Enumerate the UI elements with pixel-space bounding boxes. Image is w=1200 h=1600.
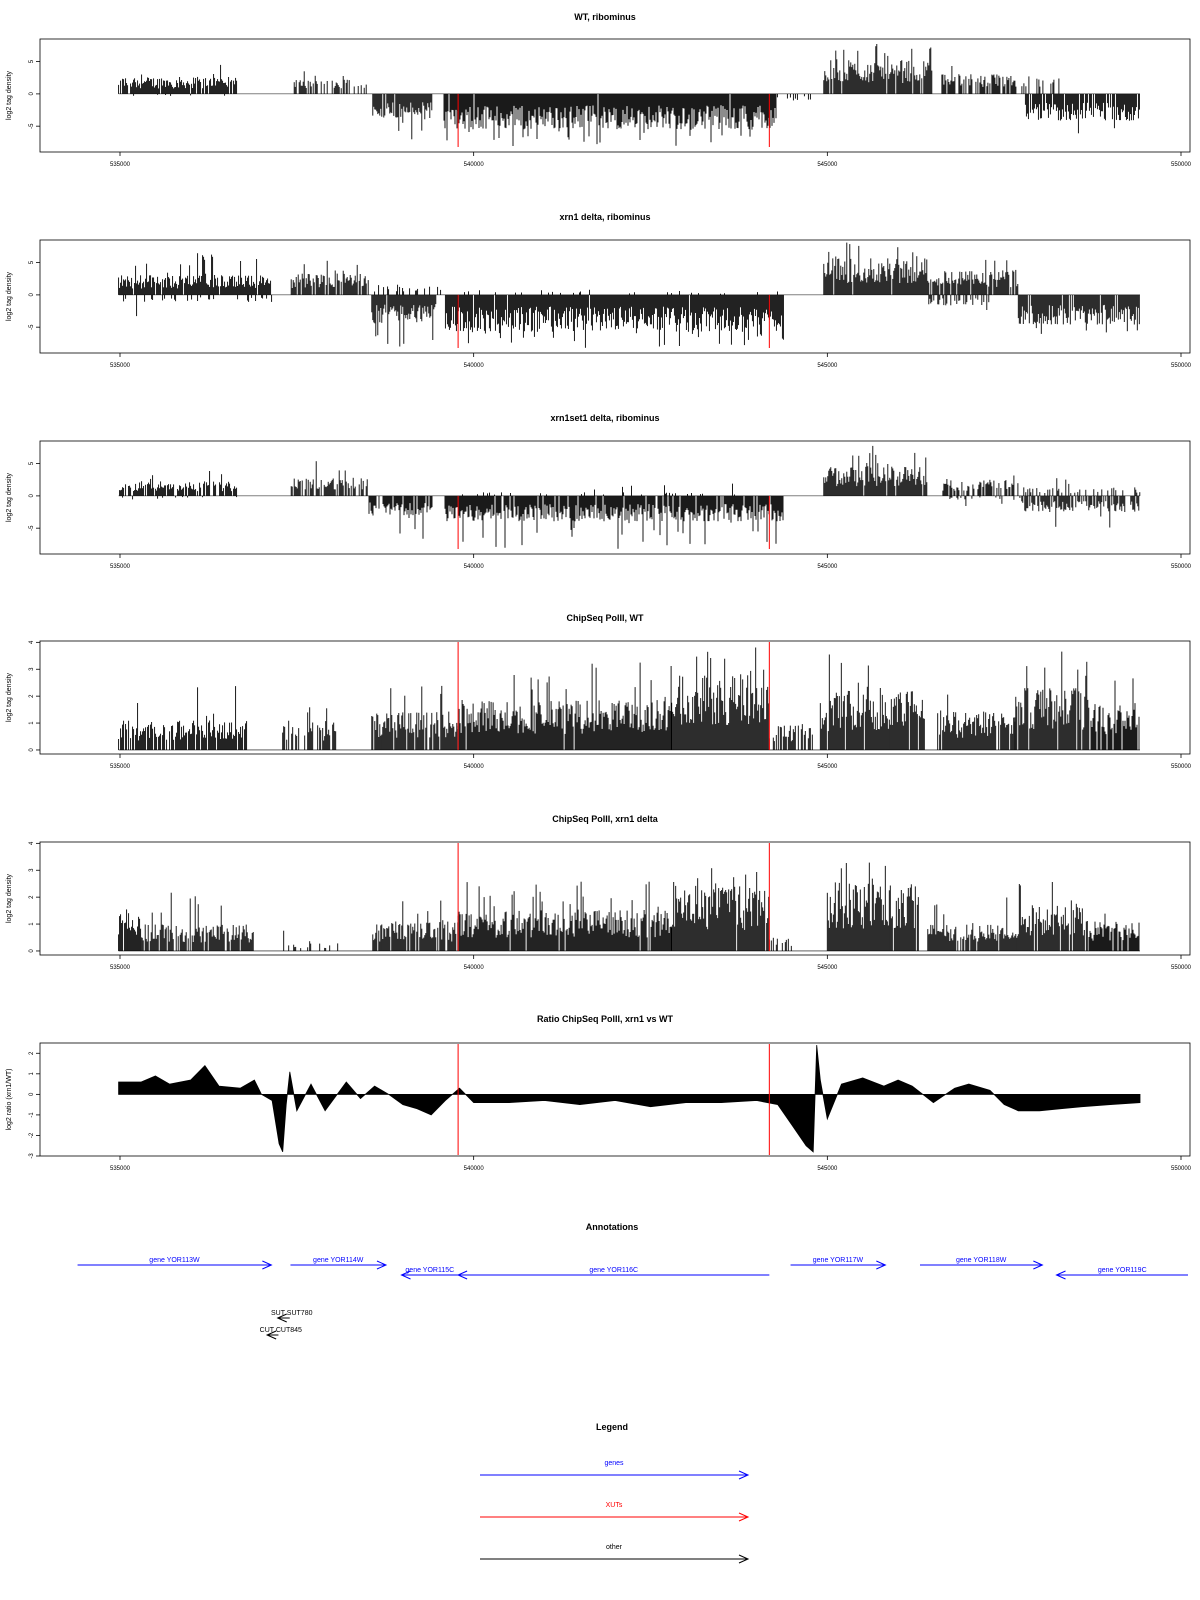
x-tick-label: 550000 <box>1170 162 1192 168</box>
legend-arrow <box>480 1471 748 1479</box>
x-tick-label: 535000 <box>109 764 131 770</box>
data-segment-2 <box>141 893 253 951</box>
data-segment-7 <box>769 938 791 951</box>
chart-panel-1 <box>6 12 1192 168</box>
legend-arrow <box>480 1513 748 1521</box>
x-tick-label: 535000 <box>109 965 131 971</box>
chart-panel-6 <box>6 1014 1192 1172</box>
data-layer <box>119 44 1140 146</box>
x-tick-label: 545000 <box>817 162 838 168</box>
data-segment-10 <box>1022 496 1139 528</box>
y-tick-label: 3 <box>29 667 35 671</box>
data-segment-7 <box>824 44 932 94</box>
ratio-area <box>119 1045 1140 1152</box>
legend-item-xuts <box>480 1502 748 1521</box>
y-tick-label: 1 <box>29 1072 35 1076</box>
data-segment-4 <box>458 663 671 750</box>
gene-annotation-1 <box>78 1257 272 1269</box>
x-tick-label: 540000 <box>463 564 484 570</box>
chart-title: ChipSeq PolII, xrn1 delta <box>552 814 658 824</box>
legend-arrow <box>480 1555 748 1563</box>
data-segment-9 <box>928 898 1018 952</box>
chart-title: xrn1 delta, ribominus <box>559 212 651 222</box>
legend-item-other <box>480 1544 748 1563</box>
data-segment-10 <box>929 295 989 310</box>
data-segment-8 <box>824 243 927 295</box>
x-tick-label: 545000 <box>817 965 838 971</box>
data-segment-8 <box>943 476 1018 496</box>
data-segment-5 <box>444 94 776 146</box>
other-label: SUT SUT780 <box>270 1310 313 1317</box>
y-tick-label: 4 <box>29 841 35 846</box>
data-segment-1 <box>119 65 237 94</box>
data-segment-3 <box>294 71 366 94</box>
y-tick-label: 0 <box>29 748 35 752</box>
y-axis-label: log2 ratio (xrn1/WT) <box>6 1068 13 1131</box>
data-layer <box>119 243 1140 348</box>
gene-label: gene YOR113W <box>149 1257 200 1264</box>
data-segment-6 <box>769 724 812 750</box>
data-segment-4 <box>372 295 436 347</box>
x-tick-label: 545000 <box>817 564 838 570</box>
x-tick-label: 540000 <box>463 162 484 168</box>
y-axis-label: log2 tag density <box>6 271 13 322</box>
data-layer <box>119 446 1140 549</box>
data-segment-1 <box>119 686 247 750</box>
data-segment-4 <box>373 901 458 951</box>
x-tick-label: 535000 <box>109 1166 131 1172</box>
data-segment-5 <box>458 882 671 951</box>
data-segment-1 <box>120 471 237 496</box>
data-segment-3 <box>372 686 458 750</box>
data-segment-3 <box>291 461 367 496</box>
data-segment-11 <box>1018 295 1139 334</box>
chart-title: xrn1set1 delta, ribominus <box>550 413 660 423</box>
data-segment-9 <box>928 260 1018 295</box>
y-axis-label: log2 tag density <box>6 472 13 523</box>
chart-panel-3 <box>6 413 1192 570</box>
data-layer <box>119 648 1140 751</box>
y-tick-label: 5 <box>29 59 35 64</box>
x-tick-label: 545000 <box>817 1166 838 1172</box>
y-tick-label: 2 <box>29 1051 35 1055</box>
y-tick-label: -5 <box>29 525 35 531</box>
chart-title: WT, ribominus <box>574 12 636 22</box>
data-layer <box>119 863 1140 951</box>
data-segment-5 <box>672 648 769 751</box>
y-tick-label: -3 <box>29 1153 35 1159</box>
x-tick-label: 540000 <box>463 1166 484 1172</box>
data-segment-2 <box>124 295 272 316</box>
x-tick-label: 550000 <box>1170 363 1192 369</box>
y-tick-label: 1 <box>29 721 35 725</box>
data-segment-6 <box>777 94 810 101</box>
gene-label: gene YOR116C <box>589 1267 639 1274</box>
data-segment-7 <box>465 290 778 295</box>
annotations-title: Annotations <box>585 1222 639 1232</box>
data-segment-3 <box>291 261 368 295</box>
chart-title: Ratio ChipSeq PolII, xrn1 vs WT <box>536 1014 674 1024</box>
legend-item-genes <box>480 1460 748 1479</box>
x-tick-label: 550000 <box>1170 564 1192 570</box>
data-segment-8 <box>827 863 918 951</box>
y-tick-label: 5 <box>29 260 35 265</box>
gene-annotation-4 <box>458 1267 769 1279</box>
gene-annotation-6 <box>920 1257 1042 1269</box>
data-segment-7 <box>824 446 927 496</box>
data-segment-11 <box>1024 478 1140 496</box>
data-segment-1 <box>119 909 141 951</box>
y-tick-label: 2 <box>29 895 35 899</box>
legend-title: Legend <box>595 1422 629 1432</box>
x-tick-label: 550000 <box>1170 1166 1192 1172</box>
data-segment-5 <box>375 285 441 295</box>
y-tick-label: 3 <box>29 868 35 872</box>
gene-annotation-2 <box>290 1257 385 1269</box>
gene-annotation-5 <box>791 1257 886 1269</box>
y-tick-label: -5 <box>29 123 35 129</box>
x-tick-label: 540000 <box>463 965 484 971</box>
data-segment-2 <box>123 496 237 500</box>
gene-label: gene YOR118W <box>956 1257 1007 1264</box>
x-tick-label: 535000 <box>109 564 131 570</box>
x-tick-label: 540000 <box>463 764 484 770</box>
data-segment-6 <box>463 484 735 496</box>
data-segment-9 <box>1022 76 1059 94</box>
y-tick-label: 0 <box>29 1092 35 1097</box>
chart-panel-5 <box>6 814 1192 971</box>
y-tick-label: 5 <box>29 461 35 466</box>
data-segment-10 <box>1091 678 1139 750</box>
data-segment-11 <box>1089 914 1139 951</box>
data-segment-10 <box>1018 882 1087 951</box>
legend-label: XUTs <box>605 1502 623 1509</box>
other-label: CUT CUT845 <box>259 1327 302 1334</box>
y-tick-label: 1 <box>29 922 35 926</box>
x-tick-label: 535000 <box>109 363 131 369</box>
legend-label: other <box>606 1544 622 1551</box>
data-segment-9 <box>950 496 1020 506</box>
y-tick-label: 0 <box>29 92 35 96</box>
data-segment-10 <box>1025 94 1139 133</box>
y-tick-label: 0 <box>29 949 35 953</box>
y-axis-label: log2 tag density <box>6 672 13 723</box>
y-tick-label: -2 <box>29 1132 35 1139</box>
data-segment-4 <box>373 94 432 139</box>
y-axis-label: log2 tag density <box>6 873 13 924</box>
data-segment-2 <box>134 94 225 96</box>
gene-label: gene YOR117W <box>812 1257 864 1264</box>
y-tick-label: -5 <box>29 324 35 330</box>
chart-title: ChipSeq PolII, WT <box>566 613 644 623</box>
x-tick-label: 550000 <box>1170 764 1192 770</box>
data-segment-2 <box>283 707 336 750</box>
y-tick-label: 0 <box>29 293 35 297</box>
x-tick-label: 540000 <box>463 363 484 369</box>
other-annotation-1 <box>271 1310 313 1322</box>
y-tick-label: 4 <box>29 640 35 645</box>
x-tick-label: 545000 <box>817 363 838 369</box>
data-layer <box>119 1045 1140 1152</box>
other-annotation-2 <box>260 1327 302 1339</box>
data-segment-8 <box>942 66 1016 94</box>
gene-label: gene YOR114W <box>313 1257 364 1264</box>
chart-panel-2 <box>6 212 1192 369</box>
gene-label: gene YOR119C <box>1097 1267 1147 1274</box>
data-segment-3 <box>284 931 338 951</box>
gene-annotation-3 <box>402 1267 459 1279</box>
annotations-panel <box>78 1222 1188 1339</box>
data-segment-6 <box>445 295 783 348</box>
data-segment-6 <box>672 868 769 951</box>
data-segment-1 <box>119 253 271 295</box>
y-tick-label: 0 <box>29 494 35 498</box>
data-segment-4 <box>369 496 432 539</box>
y-tick-label: -1 <box>29 1112 35 1118</box>
data-segment-7 <box>820 655 924 751</box>
legend-label: genes <box>604 1460 624 1467</box>
data-segment-9 <box>1015 652 1089 750</box>
x-tick-label: 550000 <box>1170 965 1192 971</box>
chart-panel-4 <box>6 613 1192 770</box>
gene-label: gene YOR115C <box>405 1267 455 1274</box>
legend-panel <box>480 1422 748 1563</box>
y-tick-label: 2 <box>29 694 35 698</box>
gene-annotation-7 <box>1057 1267 1188 1279</box>
y-axis-label: log2 tag density <box>6 70 13 121</box>
data-segment-5 <box>445 496 783 549</box>
data-segment-8 <box>938 695 1015 750</box>
x-tick-label: 545000 <box>817 764 838 770</box>
x-tick-label: 535000 <box>109 162 131 168</box>
